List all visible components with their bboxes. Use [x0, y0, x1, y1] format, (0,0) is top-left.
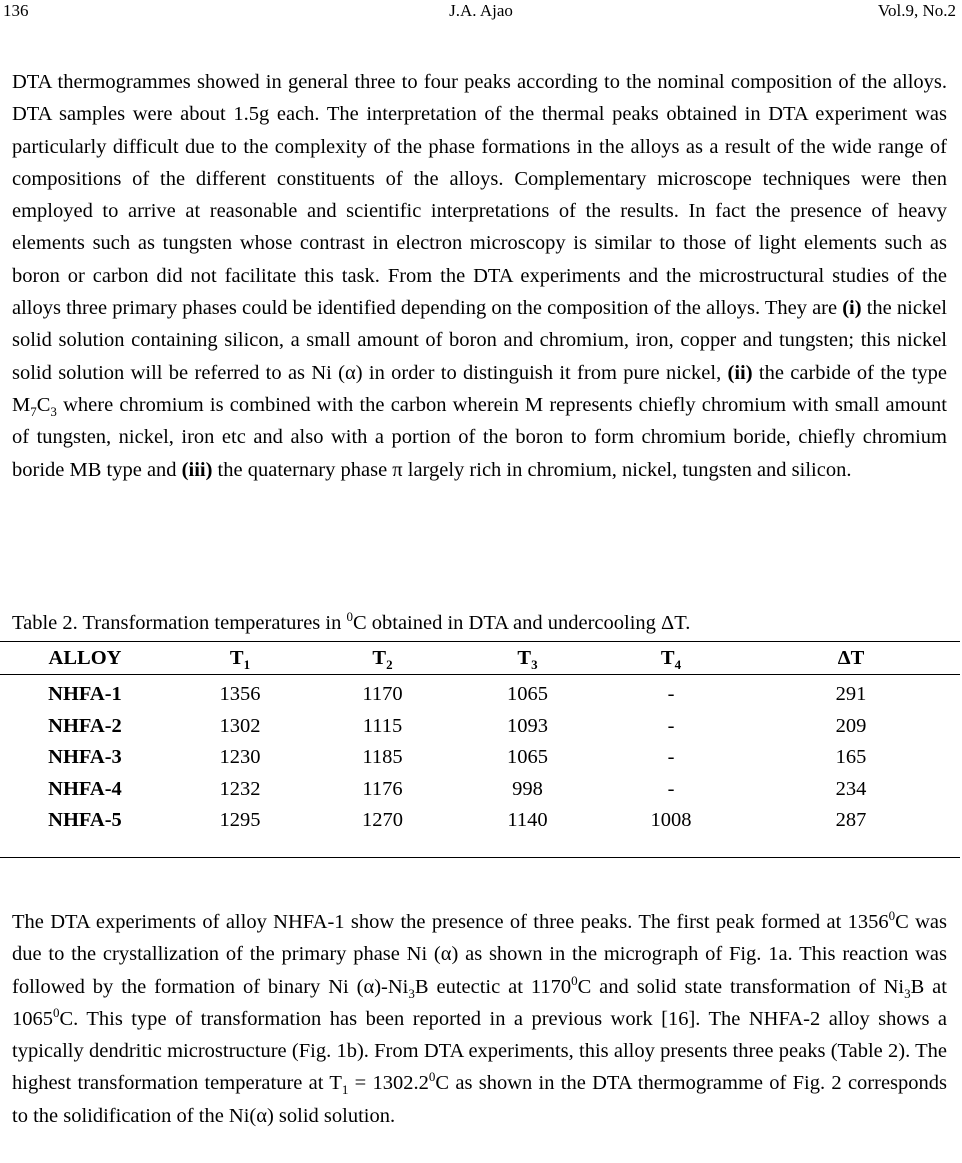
- superscript: 0: [888, 908, 896, 924]
- cell-t2: 1176: [362, 777, 403, 800]
- journal-volume: Vol.9, No.2: [877, 1, 956, 20]
- cell-t1: 1232: [219, 777, 261, 800]
- header-t2: [310, 642, 455, 675]
- cell-alloy: NHFA-3: [48, 746, 122, 769]
- cell-t3: 998: [512, 777, 543, 800]
- subscript: 2: [386, 656, 393, 672]
- header-text: T: [229, 646, 244, 669]
- text-run: = 1302.2: [348, 1072, 429, 1095]
- table-bottom-rule: [0, 837, 960, 858]
- text-run: Table 2. Transformation temperatures in: [12, 612, 347, 634]
- cell-alloy: NHFA-1: [48, 683, 122, 706]
- cell-t1: 1356: [219, 683, 261, 706]
- cell-t2: 1270: [362, 809, 403, 832]
- table-row: [0, 675, 960, 711]
- cell-t4: -: [667, 683, 675, 706]
- cell-delta-t: 291: [835, 683, 867, 706]
- cell-delta-t: 209: [835, 714, 867, 737]
- running-author: J.A. Ajao: [449, 1, 513, 20]
- subscript: 4: [674, 656, 682, 672]
- header-t1: [170, 642, 310, 675]
- cell-delta-t: 287: [835, 809, 867, 832]
- superscript: 0: [53, 1005, 60, 1021]
- header-text: T: [660, 646, 675, 669]
- subscript: 3: [408, 985, 415, 1001]
- text-run: C as shown in the DTA thermogramme of Fig. 2 corresponds to the solidification of the Ni(α) solid solution.: [12, 1072, 947, 1127]
- table-spacer: [0, 837, 960, 858]
- cell-alloy: NHFA-5: [48, 809, 122, 832]
- subscript: 1: [341, 1082, 349, 1098]
- cell-t4: -: [667, 714, 675, 737]
- cell-t3: 1093: [507, 714, 548, 737]
- superscript: 0: [571, 972, 578, 988]
- cell-t2: 1185: [362, 746, 403, 769]
- cell-t2: 1115: [362, 714, 403, 737]
- header-delta-t: ΔT: [742, 642, 960, 675]
- transformation-temperature-table: [0, 641, 960, 858]
- cell-t3: 1065: [507, 746, 548, 769]
- text-run: the carbide of the type M: [12, 361, 947, 416]
- superscript: 0: [346, 609, 353, 625]
- text-run: C was due to the crystallization of the primary phase Ni (α) as shown in the micrograph of Fig. 1a. This reaction was followed by the formation of binary Ni (α)-Ni: [12, 911, 947, 998]
- subscript: 3: [531, 656, 538, 672]
- text-run: the quaternary phase π largely rich in chromium, nickel, tungsten and silicon.: [212, 458, 852, 481]
- cell-delta-t: 234: [835, 777, 867, 800]
- text-run: where chromium is combined with the carbon wherein M represents chiefly chromium with small amount of tungsten, nickel, iron etc and also with a portion of the boron to form chromium boride, chiefly chromium boride MB type and: [12, 393, 947, 481]
- text-run: DTA thermogrammes showed in general three to four peaks according to the nominal composition of the alloys. DTA samples were about 1.5g each. The interpretation of the thermal peaks obtained in DTA experiment was particularly difficult due to the complexity of the phase formations in the alloys as a result of the wide range of compositions of the different constituents of the alloys. Complementary microscope techniques were then employed to arrive at reasonable and scientific interpretations of the results. In fact the presence of heavy elements such as tungsten whose contrast in electron microscopy is similar to those of light elements such as boron or carbon did not facilitate this task. From the DTA experiments and the microstructural studies of the alloys three primary phases could be identified depending on the composition of the alloys. They are: [12, 71, 947, 320]
- cell-t3: 1140: [507, 809, 548, 832]
- header-text: T: [517, 646, 532, 669]
- text-run: C: [36, 393, 51, 416]
- cell-t3: 1065: [507, 683, 548, 706]
- cell-alloy: NHFA-4: [48, 777, 122, 800]
- subscript: 3: [50, 404, 57, 420]
- list-marker: (iii): [181, 458, 213, 481]
- table-row: [0, 805, 960, 837]
- list-marker: (i): [842, 297, 862, 320]
- cell-t1: 1230: [219, 746, 261, 769]
- header-t3: [455, 642, 600, 675]
- body-paragraph-phases: [12, 66, 947, 486]
- text-run: C. This type of transformation has been reported in a previous work [16]. The NHFA-2 alloy shows a typically dendritic microstructure (Fig. 1b). From DTA experiments, this alloy presents three peaks (Table 2). The highest transformation temperature at T: [12, 1007, 947, 1095]
- subscript: 7: [30, 404, 37, 420]
- list-marker: (ii): [727, 361, 753, 384]
- page-number: 136: [3, 1, 29, 20]
- table-header-row: [0, 642, 960, 675]
- cell-alloy: NHFA-2: [48, 714, 122, 737]
- body-paragraph-dta-results: [12, 906, 947, 1132]
- running-header: [0, 0, 962, 26]
- table-row: [0, 711, 960, 743]
- text-run: the nickel solid solution containing silicon, a small amount of boron and chromium, iron, copper and tungsten; this nickel solid solution will be referred to as Ni (α) in order to distinguish it from pure nickel,: [12, 297, 947, 384]
- cell-t2: 1170: [362, 683, 403, 706]
- subscript: 1: [243, 656, 251, 672]
- cell-t4: -: [667, 746, 675, 769]
- text-run: C obtained in DTA and undercooling ΔT.: [352, 612, 691, 634]
- text-run: C and solid state transformation of Ni: [577, 975, 905, 998]
- cell-t1: 1302: [219, 714, 261, 737]
- subscript: 3: [904, 985, 911, 1001]
- header-alloy: ALLOY: [0, 642, 170, 675]
- text-run: B eutectic at 1170: [414, 975, 572, 998]
- cell-t1: 1295: [219, 809, 261, 832]
- cell-t4: 1008: [650, 809, 692, 832]
- text-run: The DTA experiments of alloy NHFA-1 show the presence of three peaks. The first peak formed at 1356: [12, 911, 889, 933]
- table-row: [0, 742, 960, 774]
- superscript: 0: [428, 1069, 436, 1085]
- cell-delta-t: 165: [835, 746, 867, 769]
- table-caption: [12, 608, 690, 638]
- table-row: [0, 774, 960, 806]
- header-text: T: [372, 646, 387, 669]
- text-run: B at 1065: [12, 975, 947, 1030]
- header-t4: [600, 642, 742, 675]
- cell-t4: -: [667, 777, 675, 800]
